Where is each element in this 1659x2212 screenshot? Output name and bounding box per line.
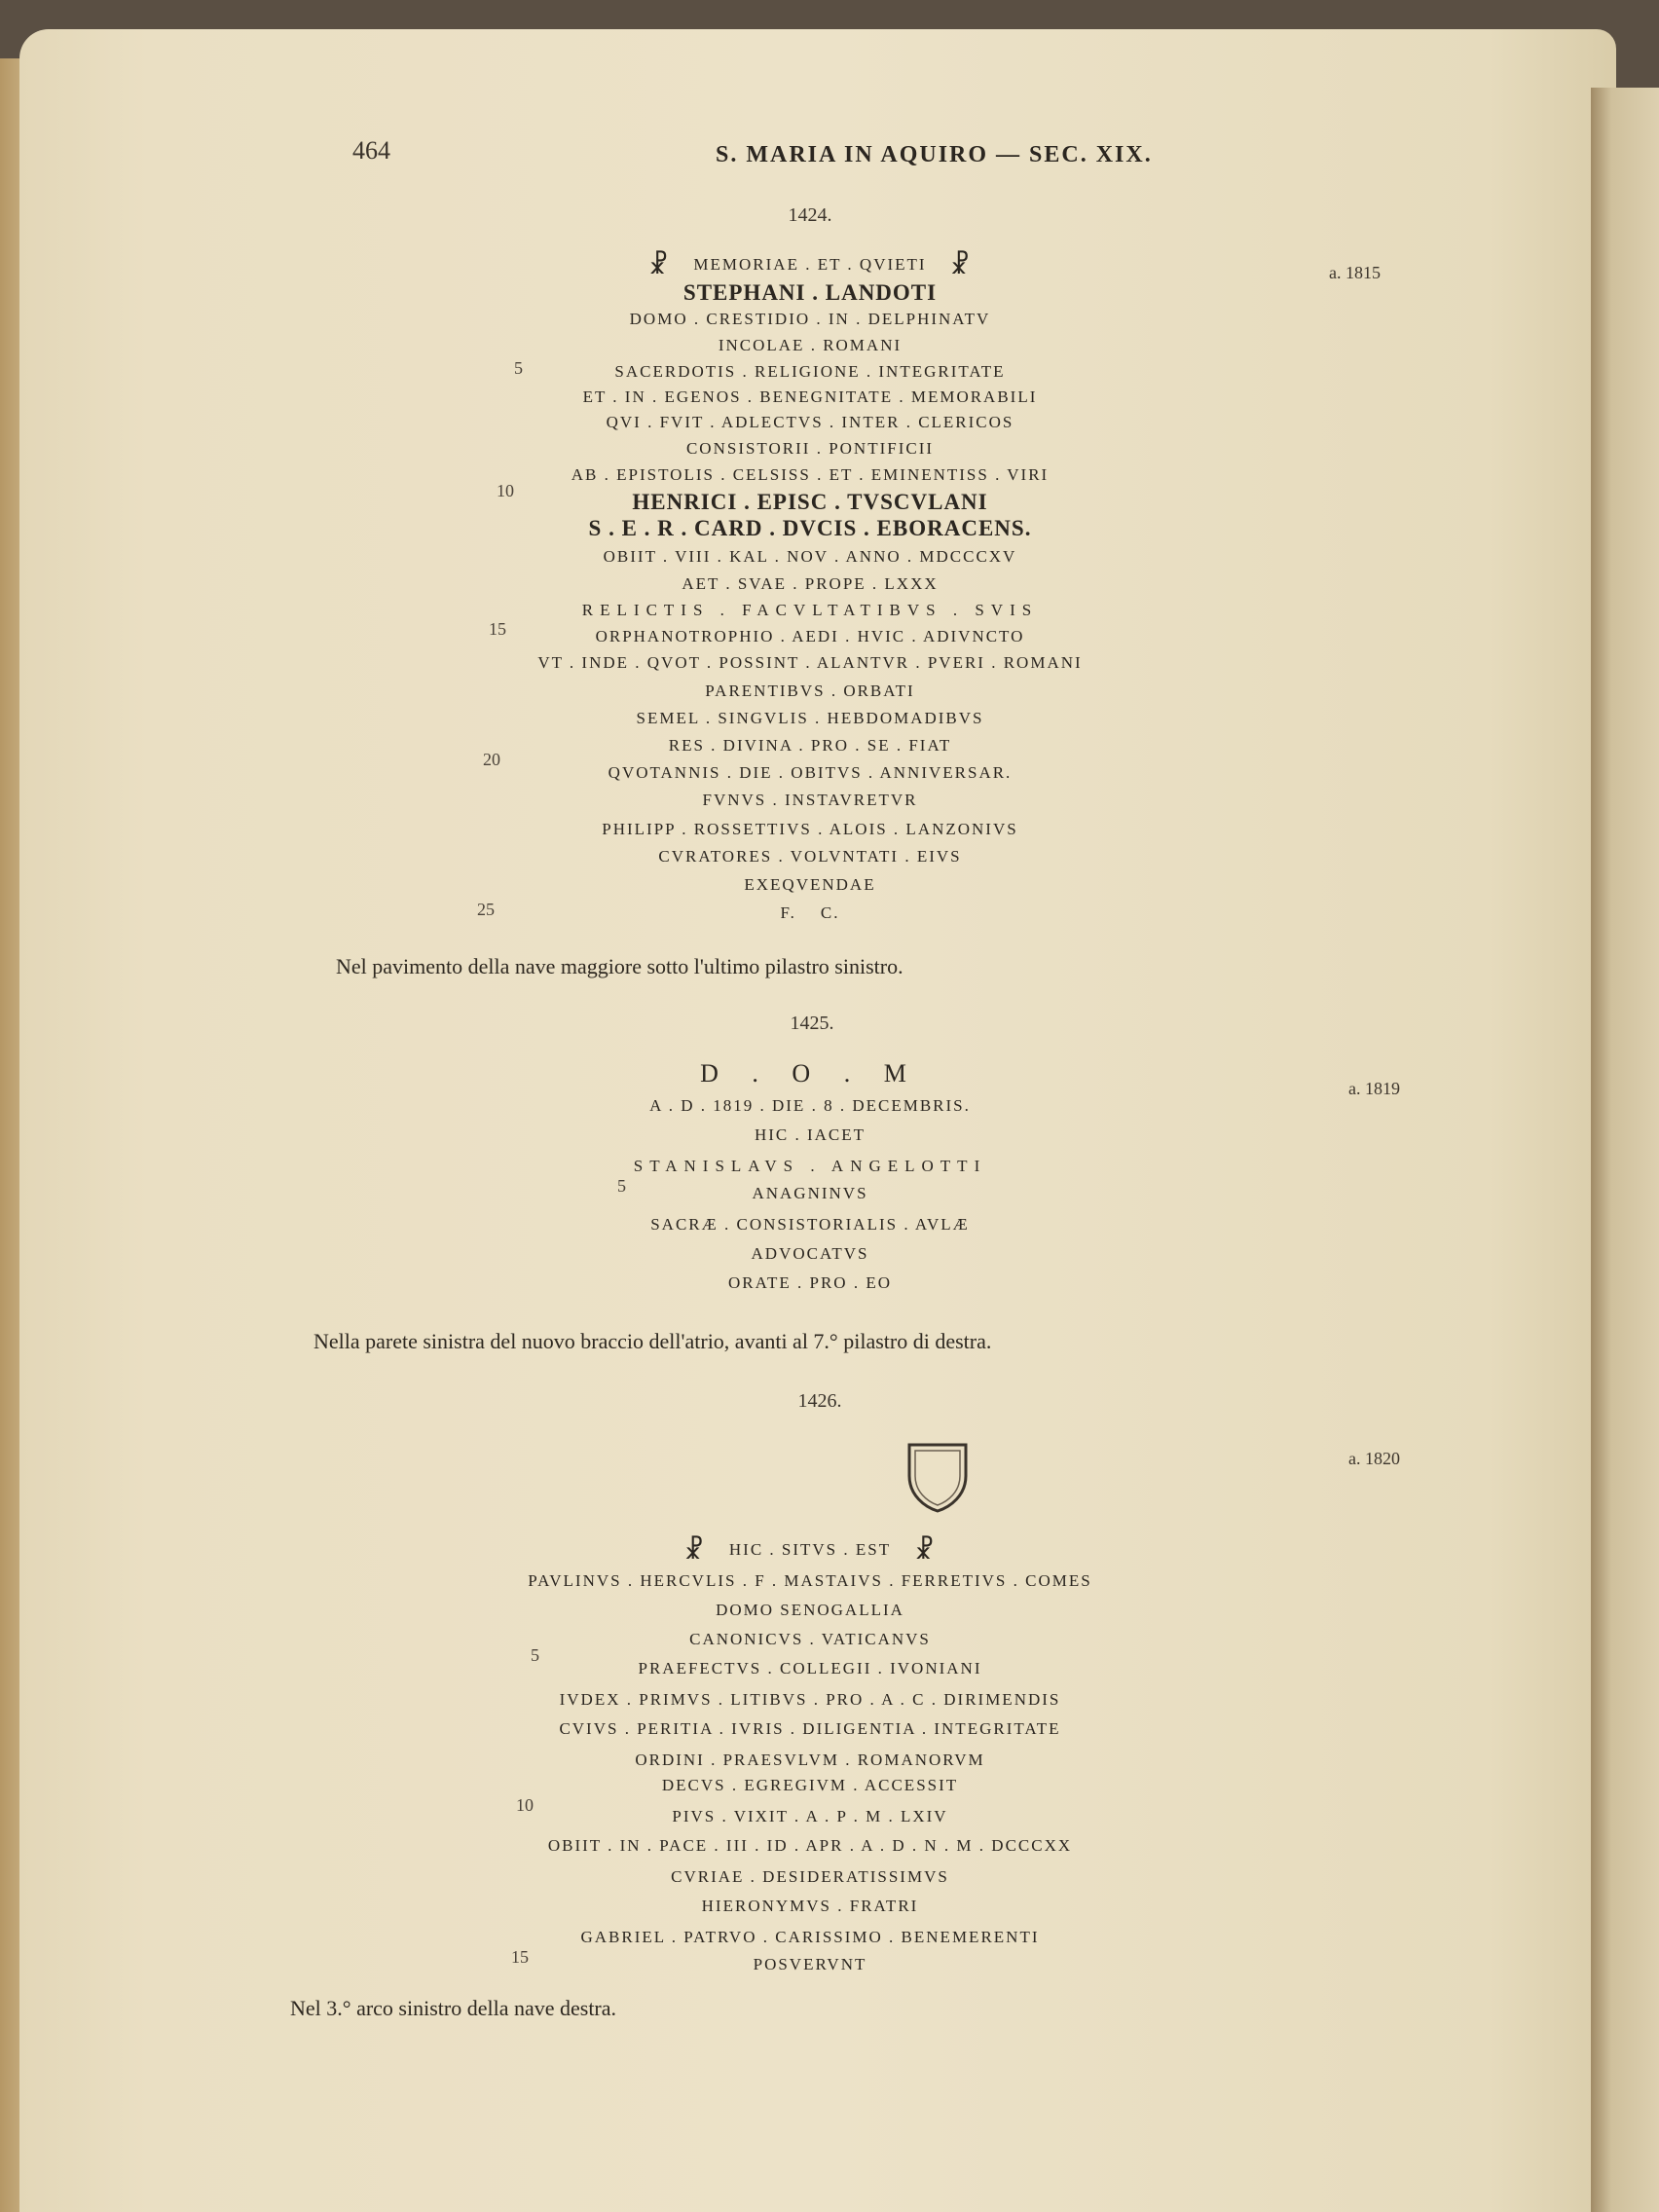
inscription-line: INCOLAE . ROMANI (718, 336, 903, 354)
inscription-line: FVNVS . INSTAVRETVR (702, 791, 918, 809)
line-number: 10 (497, 481, 514, 500)
inscription-line: GABRIEL . PATRVO . CARISSIMO . BENEMERENTI (580, 1928, 1040, 1946)
inscription-line: ANAGNINVS (752, 1184, 868, 1202)
location-note: Nel 3.° arco sinistro della nave destra. (290, 1996, 617, 2020)
chi-rho-icon: ☧ (949, 251, 972, 279)
inscription-line: RELICTIS . FACVLTATIBVS . SVIS (581, 601, 1039, 619)
inscription-line: HIC . IACET (754, 1125, 866, 1144)
inscription-line: D . O . M (700, 1059, 920, 1088)
inscription-line: ☧ HIC . SITVS . EST ☧ (683, 1536, 937, 1565)
inscription-line: PARENTIBVS . ORBATI (705, 682, 915, 700)
inscription-line: IVDEX . PRIMVS . LITIBVS . PRO . A . C . DIRIMENDIS (559, 1690, 1061, 1709)
line-number: 5 (531, 1645, 539, 1665)
inscription-line: ORATE . PRO . EO (727, 1273, 892, 1292)
inscription-line: RES . DIVINA . PRO . SE . FIAT (668, 736, 952, 755)
line-number: 25 (477, 900, 495, 919)
line-number: 15 (489, 619, 506, 639)
inscription-line: PIVS . VIXIT . A . P . M . LXIV (672, 1807, 948, 1825)
inscription-line: PRAEFECTVS . COLLEGII . IVONIANI (638, 1659, 982, 1677)
entry-date: a. 1819 (1348, 1079, 1400, 1098)
chi-rho-icon: ☧ (914, 1536, 937, 1565)
line-number: 15 (511, 1947, 529, 1967)
shield-icon (903, 1439, 972, 1515)
inscription-line: STANISLAVS . ANGELOTTI (633, 1157, 987, 1175)
line-number: 20 (483, 750, 500, 769)
inscription-line: F. C. (780, 903, 840, 922)
inscription-line: ORPHANOTROPHIO . AEDI . HVIC . ADIVNCTO (595, 627, 1025, 645)
page-number: 464 (352, 136, 390, 165)
chi-rho-icon: ☧ (648, 251, 671, 279)
inscription-line: DOMO SENOGALLIA (716, 1601, 904, 1619)
inscription-line: CVIVS . PERITIA . IVRIS . DILIGENTIA . INTEGRITATE (559, 1719, 1061, 1738)
inscription-line: VT . INDE . QVOT . POSSINT . ALANTVR . PVERI . ROMANI (537, 653, 1083, 672)
entry-date: a. 1815 (1329, 263, 1381, 282)
entry-number: 1424. (788, 204, 832, 226)
inscription-line: A . D . 1819 . DIE . 8 . DECEMBRIS. (649, 1096, 971, 1115)
inscription-line: PAVLINVS . HERCVLIS . F . MASTAIVS . FERRETIVS . COMES (528, 1571, 1092, 1590)
entry-date: a. 1820 (1348, 1449, 1400, 1468)
inscription-line: CVRATORES . VOLVNTATI . EIVS (658, 847, 962, 866)
inscription-line: ADVOCATVS (751, 1244, 869, 1263)
inscription-line: SEMEL . SINGVLIS . HEBDOMADIBVS (636, 709, 984, 727)
inscription-line: SACRÆ . CONSISTORIALIS . AVLÆ (650, 1215, 970, 1234)
inscription-line: QVOTANNIS . DIE . OBITVS . ANNIVERSAR. (608, 763, 1013, 782)
location-note: Nel pavimento della nave maggiore sotto l'ultimo pilastro sinistro. (336, 954, 903, 978)
inscription-line: HENRICI . EPISC . TVSCVLANI (632, 490, 988, 514)
inscription-line: PHILIPP . ROSSETTIVS . ALOIS . LANZONIVS (602, 820, 1018, 838)
inscription-line: CANONICVS . VATICANVS (689, 1630, 931, 1648)
entry-number: 1425. (790, 1013, 834, 1034)
location-note: Nella parete sinistra del nuovo braccio dell'atrio, avanti al 7.° pilastro di destra. (313, 1329, 992, 1353)
line-number: 10 (516, 1795, 534, 1815)
line-number: 5 (617, 1176, 626, 1196)
inscription-line: HIERONYMVS . FRATRI (701, 1897, 919, 1915)
line-number: 5 (514, 358, 523, 378)
inscription-line: STEPHANI . LANDOTI (682, 280, 938, 305)
entry-number: 1426. (797, 1390, 842, 1412)
inscription-line: EXEQVENDAE (744, 875, 876, 894)
inscription-line: OBIIT . IN . PACE . III . ID . APR . A . D . N . M . DCCCXX (547, 1836, 1073, 1855)
chi-rho-icon: ☧ (683, 1536, 706, 1565)
inscription-line: POSVERVNT (753, 1955, 867, 1973)
inscription-line: AET . SVAE . PROPE . LXXX (682, 574, 939, 593)
running-title: S. MARIA IN AQUIRO — SEC. XIX. (716, 142, 1153, 167)
inscription-line: DECVS . EGREGIVM . ACCESSIT (661, 1776, 959, 1794)
inscription-line: CVRIAE . DESIDERATISSIMVS (671, 1867, 949, 1886)
inscription-line: ET . IN . EGENOS . BENEGNITATE . MEMORABILI (582, 387, 1038, 406)
inscription-line: S . E . R . CARD . DVCIS . EBORACENS. (588, 516, 1032, 540)
inscription-line: SACERDOTIS . RELIGIONE . INTEGRITATE (614, 362, 1006, 381)
inscription-line: CONSISTORII . PONTIFICII (685, 439, 935, 458)
inscription-line: OBIIT . VIII . KAL . NOV . ANNO . MDCCCXV (603, 547, 1017, 566)
inscription-line: DOMO . CRESTIDIO . IN . DELPHINATV (629, 310, 991, 328)
inscription-line: AB . EPISTOLIS . CELSISS . ET . EMINENTISS . VIRI (571, 465, 1050, 484)
inscription-line: ☧ MEMORIAE . ET . QVIETI ☧ (648, 251, 972, 279)
inscription-line: QVI . FVIT . ADLECTVS . INTER . CLERICOS (606, 413, 1014, 431)
inscription-line: ORDINI . PRAESVLVM . ROMANORVM (635, 1751, 985, 1769)
